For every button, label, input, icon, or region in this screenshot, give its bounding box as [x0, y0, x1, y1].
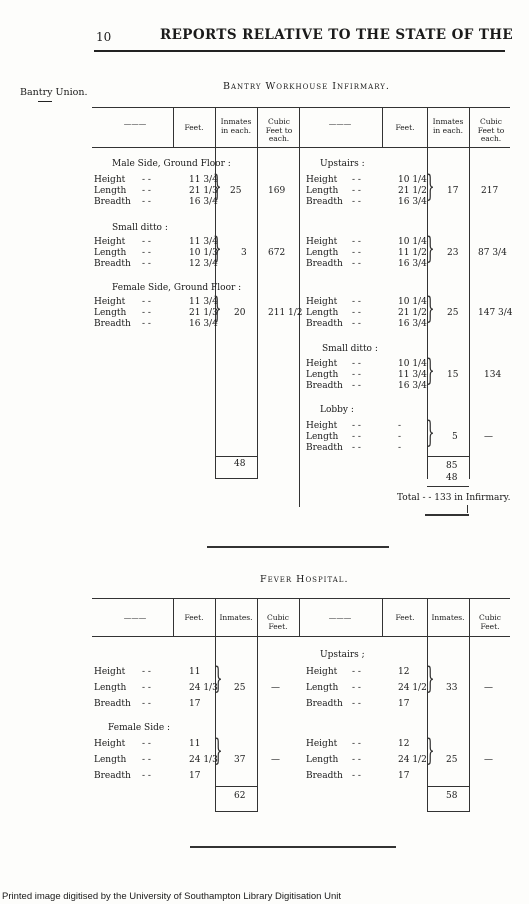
header-feet: Feet. [184, 123, 204, 132]
row-label: Length [94, 186, 127, 196]
total-rule [427, 786, 469, 787]
infirmary-header-rule [92, 147, 510, 148]
fever-title: Fever Hospital. [260, 574, 349, 585]
brace: } [214, 661, 223, 696]
total-rule [427, 456, 469, 457]
brace: } [214, 733, 223, 768]
brace: } [213, 231, 222, 266]
leader-dashes: - - [352, 186, 361, 196]
cubic-feet-value: 672 [268, 248, 286, 258]
row-label: Breadth [306, 259, 343, 269]
row-label: Length [94, 683, 127, 693]
inmates-value: 15 [447, 370, 459, 380]
leader-dashes: - - [352, 443, 361, 453]
leader-dashes: - - [352, 248, 361, 258]
total-rule [215, 811, 257, 812]
leader-dashes: - - [142, 197, 151, 207]
header-inmates: Inmates. [219, 613, 253, 622]
row-label: Height [94, 297, 126, 307]
inmates-value: 25 [230, 186, 242, 196]
row-label: Height [306, 175, 338, 185]
cubic-feet-value: — [484, 755, 493, 765]
feet-value: - [398, 432, 402, 442]
total-rule [427, 811, 469, 812]
header-feet: Feet. [395, 613, 415, 622]
inmates-total: 58 [446, 791, 458, 801]
row-label: Breadth [306, 443, 343, 453]
cubic-feet-value: 217 [481, 186, 499, 196]
total-double-rule [425, 514, 469, 516]
inmates-value: 5 [452, 432, 458, 442]
feet-value: 21 1/2 [398, 186, 427, 196]
cubic-feet-value: — [271, 755, 280, 765]
section-separator [207, 546, 389, 548]
cubic-feet-value: 87 3/4 [478, 248, 507, 258]
leader-dashes: - - [142, 308, 151, 318]
feet-value: - [398, 421, 402, 431]
leader-dashes: - - [352, 683, 361, 693]
leader-dashes: - - [142, 699, 151, 709]
header-inmates: Inmates in each. [432, 117, 464, 135]
inmates-value: 17 [447, 186, 459, 196]
group-label: Small ditto : [322, 344, 378, 354]
leader-dashes: - - [142, 186, 151, 196]
feet-value: 10 1/4 [398, 297, 427, 307]
row-label: Height [306, 421, 338, 431]
page-number: 10 [96, 30, 112, 44]
total-rule [215, 456, 257, 457]
total-rule [427, 486, 469, 487]
feet-value: 16 3/4 [398, 381, 427, 391]
row-label: Length [306, 186, 339, 196]
row-label: Length [306, 755, 339, 765]
leader-dashes: - - [352, 259, 361, 269]
group-label: Lobby : [320, 405, 354, 415]
brace: } [426, 661, 435, 696]
group-label: Upstairs ; [320, 650, 365, 660]
leader-dashes: - - [142, 259, 151, 269]
brace: } [426, 353, 435, 388]
leader-dashes: - - [352, 771, 361, 781]
fever-header-rule [92, 636, 510, 637]
group-label: Small ditto : [112, 223, 168, 233]
row-label: Length [94, 755, 127, 765]
feet-value: 21 1/3 [189, 186, 218, 196]
leader-dashes: - - [352, 381, 361, 391]
brace: } [426, 169, 435, 204]
cubic-feet-value: — [484, 432, 493, 442]
row-label: Length [306, 683, 339, 693]
total-rule [215, 786, 257, 787]
leader-dashes: - - [352, 370, 361, 380]
inmates-value: 25 [446, 755, 458, 765]
feet-value: 17 [189, 699, 201, 709]
feet-value: 12 [398, 667, 410, 677]
cubic-feet-value: 169 [268, 186, 286, 196]
feet-value: 10 1/3 [189, 248, 218, 258]
brace: } [426, 733, 435, 768]
brace: } [426, 291, 435, 326]
inmates-subtotal: 85 [446, 461, 458, 471]
feet-value: 11 3/4 [189, 297, 218, 307]
col-line [257, 107, 258, 479]
col-line [469, 107, 470, 479]
leader-dashes: - - [142, 237, 151, 247]
inmates-value: 25 [447, 308, 459, 318]
inmates-value: 23 [447, 248, 459, 258]
header-cubic-feet: Cubic Feet. [267, 613, 289, 631]
inmates-value: 37 [234, 755, 246, 765]
feet-value: 24 1/2 [398, 755, 427, 765]
row-label: Height [94, 175, 126, 185]
leader-dashes: - - [142, 739, 151, 749]
feet-value: 11 [189, 739, 201, 749]
feet-value: 10 1/4 [398, 359, 427, 369]
row-label: Length [306, 248, 339, 258]
inmates-value: 20 [234, 308, 246, 318]
feet-value: 11 3/4 [189, 237, 218, 247]
feet-value: 24 1/3 [189, 683, 218, 693]
group-label: Female Side : [108, 723, 171, 733]
feet-value: 21 1/3 [189, 308, 218, 318]
inmates-value: 33 [446, 683, 458, 693]
feet-value: 11 [189, 667, 201, 677]
row-label: Breadth [306, 381, 343, 391]
cubic-feet-value: 211 1/2 [268, 308, 303, 318]
leader-dashes: - - [352, 175, 361, 185]
feet-value: 16 3/4 [189, 197, 218, 207]
row-label: Height [306, 237, 338, 247]
leader-dashes: - - [352, 197, 361, 207]
cubic-feet-value: 147 3/4 [478, 308, 513, 318]
header-dash: ——— [123, 119, 147, 128]
cubic-feet-value: — [484, 683, 493, 693]
total-tick [467, 505, 468, 513]
row-label: Height [306, 359, 338, 369]
header-feet: Feet. [184, 613, 204, 622]
leader-dashes: - - [352, 237, 361, 247]
brace: } [426, 231, 435, 266]
group-label: Female Side, Ground Floor : [112, 283, 242, 293]
col-line [215, 598, 216, 812]
leader-dashes: - - [352, 432, 361, 442]
feet-value: 17 [398, 771, 410, 781]
inmates-value: 3 [241, 248, 247, 258]
header-dash: ——— [123, 613, 147, 622]
leader-dashes: - - [352, 297, 361, 307]
brace: } [426, 415, 435, 450]
row-label: Breadth [306, 319, 343, 329]
infirmary-total: Total - - 133 in Infirmary. [397, 493, 511, 503]
header-dash: ——— [328, 119, 352, 128]
leader-dashes: - - [142, 755, 151, 765]
row-label: Breadth [94, 259, 131, 269]
header-cubic-feet: Cubic Feet. [479, 613, 501, 631]
row-label: Height [306, 297, 338, 307]
inmates-value: 25 [234, 683, 246, 693]
header-cubic-feet: Cubic Feet to each. [477, 117, 505, 144]
feet-value: 17 [398, 699, 410, 709]
col-line [299, 598, 300, 636]
row-label: Height [94, 667, 126, 677]
row-label: Length [306, 308, 339, 318]
row-label: Breadth [94, 197, 131, 207]
leader-dashes: - - [352, 755, 361, 765]
col-line [382, 598, 383, 636]
row-label: Breadth [94, 771, 131, 781]
feet-value: 24 1/3 [189, 755, 218, 765]
leader-dashes: - - [142, 771, 151, 781]
digitisation-footer: Printed image digitised by the University of Southampton Library Digitisation Unit [2, 891, 341, 902]
header-feet: Feet. [395, 123, 415, 132]
row-label: Breadth [94, 319, 131, 329]
leader-dashes: - - [142, 319, 151, 329]
page-title: REPORTS RELATIVE TO THE STATE OF THE [160, 27, 514, 43]
cubic-feet-value: — [271, 683, 280, 693]
inmates-total: 62 [234, 791, 246, 801]
leader-dashes: - - [352, 667, 361, 677]
row-label: Height [306, 667, 338, 677]
infirmary-top-rule [92, 107, 510, 108]
feet-value: 16 3/4 [189, 319, 218, 329]
header-cubic-feet: Cubic Feet to each. [265, 117, 293, 144]
feet-value: 11 1/2 [398, 248, 427, 258]
feet-value: 16 3/4 [398, 259, 427, 269]
leader-dashes: - - [352, 308, 361, 318]
header-inmates: Inmates in each. [220, 117, 252, 135]
leader-dashes: - - [352, 739, 361, 749]
header-dash: ——— [328, 613, 352, 622]
feet-value: 21 1/2 [398, 308, 427, 318]
row-label: Length [94, 308, 127, 318]
leader-dashes: - - [352, 699, 361, 709]
group-label: Male Side, Ground Floor : [112, 159, 231, 169]
row-label: Breadth [306, 699, 343, 709]
row-label: Length [306, 370, 339, 380]
feet-value: 12 3/4 [189, 259, 218, 269]
row-label: Length [94, 248, 127, 258]
margin-note-underline [38, 101, 52, 102]
group-label: Upstairs : [320, 159, 365, 169]
feet-value: 11 3/4 [398, 370, 427, 380]
feet-value: 10 1/4 [398, 237, 427, 247]
feet-value: - [398, 443, 402, 453]
feet-value: 17 [189, 771, 201, 781]
row-label: Length [306, 432, 339, 442]
col-line [427, 598, 428, 812]
col-line [382, 107, 383, 147]
total-rule [215, 478, 257, 479]
feet-value: 24 1/2 [398, 683, 427, 693]
leader-dashes: - - [142, 683, 151, 693]
row-label: Height [94, 237, 126, 247]
infirmary-title: Bantry Workhouse Infirmary. [223, 81, 390, 92]
row-label: Breadth [94, 699, 131, 709]
margin-note: Bantry Union. [20, 87, 88, 98]
row-label: Height [306, 739, 338, 749]
leader-dashes: - - [142, 175, 151, 185]
leader-dashes: - - [142, 248, 151, 258]
row-label: Height [94, 739, 126, 749]
leader-dashes: - - [352, 421, 361, 431]
brace: } [213, 169, 222, 204]
feet-value: 12 [398, 739, 410, 749]
header-inmates: Inmates. [431, 613, 465, 622]
feet-value: 16 3/4 [398, 197, 427, 207]
brace: } [213, 291, 222, 326]
leader-dashes: - - [142, 297, 151, 307]
col-line [299, 107, 300, 507]
leader-dashes: - - [142, 667, 151, 677]
header-rule [94, 50, 505, 52]
inmates-subtotal: 48 [446, 473, 458, 483]
feet-value: 16 3/4 [398, 319, 427, 329]
closing-rule [190, 846, 396, 848]
fever-top-rule [92, 598, 510, 599]
feet-value: 11 3/4 [189, 175, 218, 185]
cubic-feet-value: 134 [484, 370, 502, 380]
leader-dashes: - - [352, 319, 361, 329]
row-label: Breadth [306, 771, 343, 781]
row-label: Breadth [306, 197, 343, 207]
leader-dashes: - - [352, 359, 361, 369]
inmates-total: 48 [234, 459, 246, 469]
feet-value: 10 1/4 [398, 175, 427, 185]
